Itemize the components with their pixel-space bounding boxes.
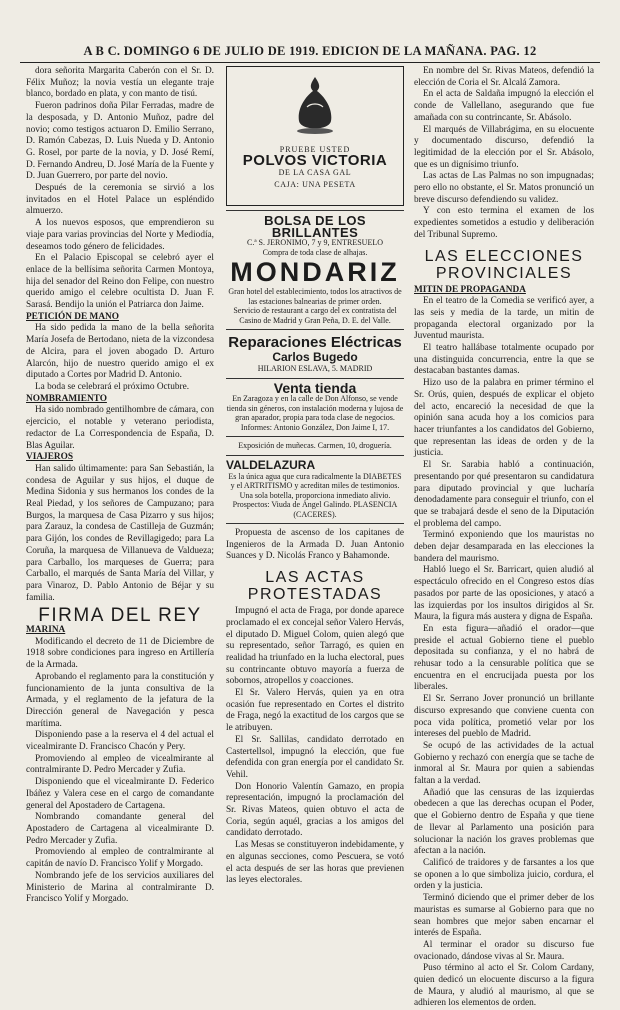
section-heading: VIAJEROS (26, 452, 74, 463)
section-heading: PETICIÓN DE MANO (26, 311, 119, 322)
paragraph: En nombre del Sr. Rivas Mateos, defendió la elección de Coria el Sr. Alcalá Zamora. (414, 66, 594, 88)
ad-line: En Zaragoza y en la calle de Don Alfonso, se vende tienda sin géneros, con instalación moderna y lujosa de gran aparador, propia para toda clase de negocios. Informes: Antonio González, Don Jaime I, 17. (226, 394, 404, 432)
ad-polvos-victoria (226, 66, 404, 206)
paragraph: Propuesta de ascenso de los capitanes de Ingenieros de la Armada D. Juan Antonio Suances y D. Nicolás Franco y Bahamonde. (226, 528, 404, 562)
ad-line: Exposición de muñecas. Carmen, 10, droguería. (238, 441, 392, 451)
section-heading: NOMBRAMIENTO (26, 393, 107, 404)
paragraph: La boda se celebrará el próximo Octubre. (35, 381, 190, 392)
paragraph: Modificando el decreto de 11 de Diciembre de 1918 sobre condiciones para ingreso en Artillería de la Armada. (26, 636, 214, 671)
paragraph: dora señorita Margarita Caberón con el Sr. D. Félix Muñoz; la novia vestía un elegante traje blanco, bordado en plata, y con manto de tisú. (26, 66, 214, 100)
paragraph: El Sr. Serrano Jover pronunció un brillante discurso expresando que conviene cuenta con poca vida política, prometió velar por los intereses del pueblo de Madrid. (414, 694, 594, 740)
ad-line: Compra de toda clase de alhajas. (262, 247, 368, 257)
ad-reparaciones-title: Reparaciones Eléctricas (228, 334, 402, 352)
paragraph: A los nuevos esposos, que emprendieron su viaje para varias provincias del Norte y Mediodía, deseamos todo género de felicidades. (26, 218, 214, 252)
ad-line: Gran hotel del establecimiento, todos los atractivos de las estaciones balnearias de primer orden. (228, 287, 402, 306)
paragraph: En esta figura—añadió el orador—que preside el actual Gobierno tiene el pueblo depositada su confianza, y el no habrá de rehusar todo a la censurable política que se encuentra en el encrucijada puesta por los liberales. (414, 623, 594, 693)
elecciones-title: LAS ELECCIONES PROVINCIALES (424, 247, 584, 282)
paragraph: Terminó diciendo que el primer deber de los mauristas es sumarse al Gobierno para que no sean hombres que mejor saben encarnar el interés de España. (414, 893, 594, 939)
paragraph: Promoviendo al empleo de vicealmirante al contralmirante D. Pedro Mercader y Zufia. (26, 753, 214, 776)
firma-del-rey-title: FIRMA DEL REY (38, 605, 202, 627)
column-1 (26, 66, 214, 905)
section-heading: MARINA (26, 625, 66, 636)
paragraph: Hizo uso de la palabra en primer término el Sr. Orús, quien, después de explicar el objeto del acto, encareció la necesidad de que la opinión sana acuda hoy a los comicios para hacer triunfantes a los candidatos del Gobierno, que representan las ideas de orden y de la justicia. (414, 378, 594, 459)
paragraph: Disponiendo que el vicealmirante D. Federico Ibáñez y Valera cese en el cargo de comandante general del Apostadero de Cartagena. (26, 777, 214, 811)
paragraph: Puso término al acto el Sr. Colom Cardany, quien dedicó un elocuente discurso a la figura de Maura, y aludió al maurismo, al que se adhieren los elementos de orden. (414, 963, 594, 1009)
ad-mondariz-title: MONDARIZ (230, 257, 400, 288)
page-header: A B C. DOMINGO 6 DE JULIO DE 1919. EDICION DE LA MAÑANA. PAG. 12 (20, 44, 600, 63)
section-heading: MITIN DE PROPAGANDA (414, 284, 526, 295)
paragraph: El Sr. Sallilas, candidato derrotado en Castertellsol, impugnó la elección, que fue defendida con gran energía por el candidato Sr. Vehil. (226, 734, 404, 780)
paragraph: Han salido últimamente: para San Sebastián, la condesa de Aguilar y sus hijos, el duque de Medina Sidonia y sus hermanos los condes de la Real Piedad, y los señores de Campuzano; para Burgos, la marquesa de Casa Pizarro y sus hijos; para Zarauz, la condesa de Castilleja de Guzmán; para Gijón, los condes de Revillagigedo; para La Coruña, la marquesa de Villanueva de Valdueza; para Carballo, los marqueses de Guerra; para Carballo, el marqués de Santa María del Villar, y para Vinaroz, D. Pablo Antonio de Béjar y su familia. (26, 463, 214, 603)
ad-line: PRUEBE USTED (279, 144, 351, 154)
paragraph: Al terminar el orador su discurso fue ovacionado, dándose vivas al Sr. Maura. (414, 939, 594, 962)
paragraph: Después de la ceremonia se sirvió a los invitados en el Hotel Palace un espléndido almuerzo. (26, 183, 214, 217)
paragraph: En el teatro de la Comedia se verificó ayer, a las seis y media de la tarde, un mitin de propaganda electoral organizado por la Juventud maurista. (414, 296, 594, 342)
ad-name: Carlos Bugedo (272, 350, 358, 365)
paragraph: Y con esto termina el examen de los expedientes sometidos a estudio y deliberación del Tribunal Supremo. (414, 206, 594, 240)
ad-venta-title: Venta tienda (273, 379, 357, 396)
paragraph: El Sr. Sarabia habló a continuación, presentando por qué presentaron su candidatura para diputado provincial y que lucharía denodadamente para conseguir el triunfo, con el que se trabajará desde el seno de la Diputación el problema del campo. (414, 460, 594, 529)
paragraph: En el acta de Saldaña impugnó la elección el conde de Vallellano, asegurando que fue amañada con su contrincante, Sr. Abásolo. (414, 89, 594, 123)
paragraph: Promoviendo al empleo de contralmirante al capitán de navío D. Francisco Yolif y Morgado. (26, 847, 214, 870)
ad-valdelazura-title: VALDELAZURA (226, 457, 316, 472)
paragraph: Nombrando jefe de los servicios auxiliares del Ministerio de Marina al contralmirante D. Francisco Yolif y Morgado. (26, 870, 214, 905)
column-3 (414, 66, 594, 1009)
column-2 (226, 66, 404, 886)
perfume-bottle-icon (289, 75, 341, 137)
paragraph: Añadió que las censuras de las izquierdas obedecen a que las derechas ocupan el Poder, que el Gobierno dentro de España y que tiene de llevar al Parlamento una posición para solucionar la nación los graves problemas que afectan a la nación. (414, 787, 594, 857)
paragraph: Ha sido nombrado gentilhombre de cámara, con ejercicio, el notable y veterano periodista, redactor de La Correspondencia de España, D. Blas Aguilar. (26, 405, 214, 451)
paragraph: Fueron padrinos doña Pilar Ferradas, madre de la desposada, y D. Antonio Muñoz, padre del novio; como testigos actuaron D. Emilio Serrano, D. Ramón Cabezas, D. Luis Nueda y D. Antonio G. Rosel, por parte de la novia, y D. José Remí, D. Fernando Andreu, D. José María de la Fuente y D. Juan Guerrero, por parte del novio. (26, 101, 214, 182)
paragraph: El marqués de Villabrágima, en su elocuente y documentado discurso, defendió la legitimidad de la elección por el Sr. Abásolo, que es un dignísimo triunfo. (414, 124, 594, 170)
ad-line: CAJA: UNA PESETA (274, 179, 356, 189)
paragraph: Calificó de traidores y de farsantes a los que se oponen a lo que simboliza juicio, cordura, el orden y la justicia. (414, 858, 594, 892)
paragraph: Las actas de Las Palmas no son impugnadas; pero ello no obstante, el Sr. Matos pronunció un breve discurso defendiendo su validez. (414, 171, 594, 205)
paragraph: El Sr. Valero Hervás, quien ya en otra ocasión fue representado en Cortes el distrito de Fraga, negó la exactitud de los cargos que se le atribuyen. (226, 688, 404, 734)
paragraph: Terminó exponiendo que los mauristas no deben dejar desamparada en las elecciones la bandera del maurismo. (414, 530, 594, 564)
paragraph: Disponiendo pase a la reserva el 4 del actual el vicealmirante D. Francisco Chacón y Pery. (26, 730, 214, 753)
paragraph: Habló luego el Sr. Barricart, quien aludió al espectáculo ofrecido en el Congreso estos días pasados por parte de las oposiciones, y atacó a las izquierdas por los insultos dirigidos al Sr. Maura, la figura más austera y digna de España. (414, 565, 594, 623)
ad-line: DE LA CASA GAL (278, 168, 352, 178)
paragraph: Don Honorio Valentín Gamazo, en propia representación, impugnó la proclamación del Sr. Rivas Mateos, quien obtuvo el acta de Coria, según aquél, gracias a los amigos del candidato derrotado. (226, 781, 404, 839)
ad-brand: POLVOS VICTORIA (242, 152, 388, 170)
paragraph: Se ocupó de las actividades de la actual Gobierno y rechazó con energía que se tache de inmoral al Sr. Maura por quien a sabiendas faltan a la verdad. (414, 740, 594, 787)
paragraph: Ha sido pedida la mano de la bella señorita María Josefa de Bertodano, nieta de la vizcondesa de Alcira, para el joven abogado D. Arturo Alarcón, hijo de nuestro querido amigo el ex diputado a Cortes por Madrid D. Antonio. (26, 323, 214, 381)
paragraph: El teatro hallábase totalmente ocupado por una distinguida concurrencia, entre la que se destacaban bastantes damas. (414, 343, 594, 377)
paragraph: Nombrando comandante general del Apostadero de Cartagena al vicealmirante D. Pedro Mercader y Zufia. (26, 812, 214, 846)
actas-title: LAS ACTAS PROTESTADAS (247, 569, 383, 604)
ad-line: Es la única agua que cura radicalmente la DIABETES y el ARTRITISMO y acreditan miles de testimonios. Una sola botella, proporciona inmediato alivio. Prospectos: Viuda de Ángel Galindo. PLASENCIA (CACERES). (228, 471, 402, 519)
paragraph: Impugnó el acta de Fraga, por donde aparece proclamado el ex concejal señor Valero Hervás, el diputado D. Miguel Colom, quien alegó que su representado, señor Tarragó, es quien en realidad ha triunfado en la lucha electoral, pues su contrincante obtuvo mayoría a fuerza de sobornos, atropellos y coacciones. (226, 606, 404, 687)
paragraph: Aprobando el reglamento para la constitución y funcionamiento de la junta consultiva de la Armada, y el reglamento de la jefatura de la Dirección general de Navegación y pesca marítima. (26, 671, 214, 729)
ad-bolsa-title: BOLSA DE LOS BRILLANTES (264, 213, 366, 240)
ad-line: C.ª S. JERONIMO, 7 y 9, ENTRESUELO (247, 238, 383, 248)
paragraph: Las Mesas se constituyeron indebidamente, y en algunas secciones, como Pescuera, se votó el acta después de ser las horas que previenen las leyes electorales. (226, 840, 404, 886)
paragraph: En el Palacio Episcopal se celebró ayer el enlace de la bellísima señorita Carmen Montoya, hija del senador del Reino don Felipe, con nuestro querido amigo el celebre ocultista D. Juan F. Sarasá. Bendijo la unión el Patriarca don Jaime. (26, 253, 214, 311)
ad-line: Servicio de restaurant a cargo del ex contratista del Casino de Madrid y Gran Peña, D. E. del Valle. (233, 306, 397, 325)
ad-line: HILARION ESLAVA, 5. MADRID (257, 364, 373, 374)
